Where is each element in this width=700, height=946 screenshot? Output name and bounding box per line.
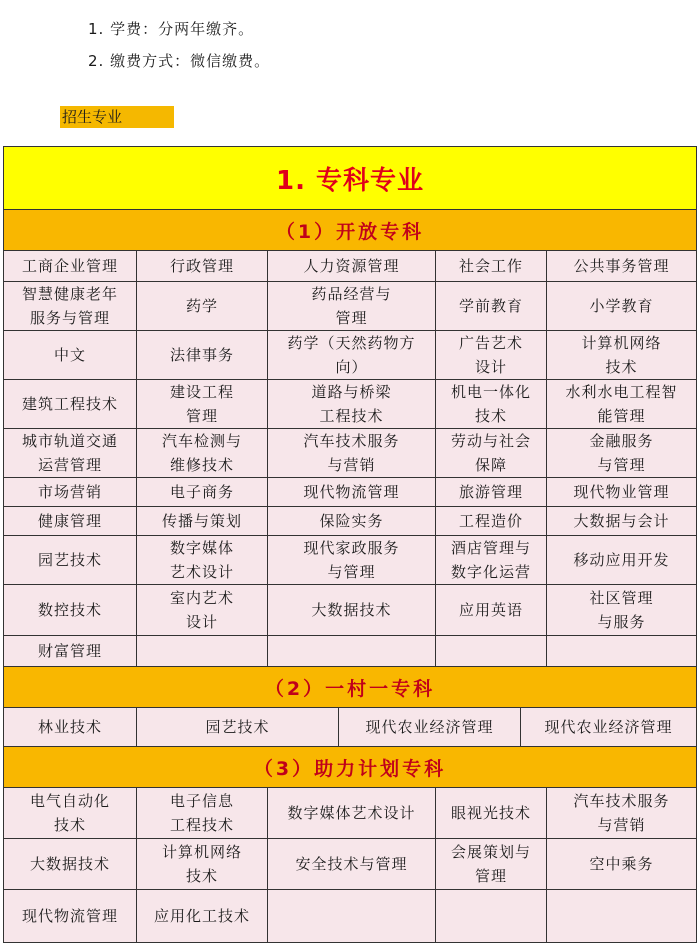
major-cell: 建设工程 管理 — [137, 380, 268, 428]
major-cell: 小学教育 — [589, 297, 654, 315]
major-cell: 药学 — [137, 282, 268, 330]
table-row — [4, 282, 696, 331]
major-cell: 园艺技术 — [4, 536, 137, 584]
major-cell: 现代物业管理 — [573, 483, 670, 501]
major-cell: 学前教育 — [436, 282, 547, 330]
major-cell: 财富管理 — [4, 636, 137, 666]
table-row — [4, 429, 696, 478]
major-cell: 行政管理 — [137, 251, 268, 281]
major-cell: 社区管理 与服务 — [589, 589, 654, 631]
major-cell: 大数据技术 — [4, 839, 137, 889]
major-cell: 广告艺术 设计 — [436, 331, 547, 379]
major-cell: 移动应用开发 — [573, 551, 670, 569]
major-cell — [268, 890, 436, 942]
major-cell: 计算机网络 技术 — [137, 839, 268, 889]
table-row — [4, 839, 696, 890]
major-cell: 现代物流管理 — [268, 478, 436, 506]
major-cell: 现代家政服务 与管理 — [268, 536, 436, 584]
major-cell: 道路与桥梁 工程技术 — [268, 380, 436, 428]
major-cell: 汽车检测与 维修技术 — [137, 429, 268, 477]
major-cell: 室内艺术 设计 — [137, 585, 268, 635]
major-cell: 旅游管理 — [436, 478, 547, 506]
major-cell: 会展策划与 管理 — [436, 839, 547, 889]
major-cell: 工商企业管理 — [4, 251, 137, 281]
major-cell: 酒店管理与 数字化运营 — [436, 536, 547, 584]
major-cell: 智慧健康老年 服务与管理 — [4, 282, 137, 330]
table-row — [4, 788, 696, 839]
major-cell: 社会工作 — [436, 251, 547, 281]
major-cell: 数控技术 — [4, 585, 137, 635]
major-cell: 数字媒体 艺术设计 — [137, 536, 268, 584]
table-row — [4, 890, 696, 942]
major-cell: 人力资源管理 — [268, 251, 436, 281]
major-cell: 机电一体化 技术 — [436, 380, 547, 428]
major-cell: 应用化工技术 — [137, 890, 268, 942]
table-title: 1. 专科专业 — [4, 147, 696, 210]
table-row — [4, 507, 696, 536]
table-row — [4, 380, 696, 429]
major-cell: 电子商务 — [137, 478, 268, 506]
major-cell — [137, 636, 268, 666]
major-cell: 空中乘务 — [589, 855, 654, 873]
major-cell: 园艺技术 — [137, 708, 339, 746]
table-row — [4, 708, 696, 747]
majors-table — [3, 146, 697, 943]
major-cell: 数字媒体艺术设计 — [268, 788, 436, 838]
major-cell: 电气自动化 技术 — [4, 788, 137, 838]
major-cell: 健康管理 — [4, 507, 137, 535]
major-cell: 大数据技术 — [268, 585, 436, 635]
major-cell: 应用英语 — [436, 585, 547, 635]
major-cell: 劳动与社会 保障 — [436, 429, 547, 477]
major-cell: 眼视光技术 — [436, 788, 547, 838]
major-cell: 汽车技术服务 与营销 — [268, 429, 436, 477]
major-cell: 汽车技术服务 与营销 — [573, 792, 670, 834]
table-row — [4, 536, 696, 585]
group-title-open: （1）开放专科 — [4, 210, 696, 251]
fee-note-2: 2. 缴费方式：微信缴费。 — [88, 52, 271, 70]
major-cell: 现代物流管理 — [4, 890, 137, 942]
major-cell — [268, 636, 436, 666]
major-cell: 现代农业经济管理 — [339, 708, 521, 746]
major-cell: 建筑工程技术 — [4, 380, 137, 428]
major-cell: 电子信息 工程技术 — [137, 788, 268, 838]
fee-note-1: 1. 学费：分两年缴齐。 — [88, 20, 255, 38]
table-row — [4, 478, 696, 507]
group-title-village: （2）一村一专科 — [4, 667, 696, 708]
major-cell: 药品经营与 管理 — [268, 282, 436, 330]
major-cell — [436, 890, 547, 942]
table-row — [4, 585, 696, 636]
major-cell: 市场营销 — [4, 478, 137, 506]
major-cell: 计算机网络 技术 — [581, 334, 662, 376]
table-row — [4, 331, 696, 380]
major-cell: 林业技术 — [4, 708, 137, 746]
major-cell: 药学（天然药物方 向） — [268, 331, 436, 379]
major-cell: 法律事务 — [137, 331, 268, 379]
group-title-assist: （3）助力计划专科 — [4, 747, 696, 788]
major-cell: 保险实务 — [268, 507, 436, 535]
major-cell: 工程造价 — [436, 507, 547, 535]
major-cell — [547, 636, 696, 666]
major-cell: 安全技术与管理 — [268, 839, 436, 889]
major-cell: 金融服务 与管理 — [589, 432, 654, 474]
section-heading: 招生专业 — [60, 106, 174, 128]
major-cell: 城市轨道交通 运营管理 — [4, 429, 137, 477]
major-cell — [436, 636, 547, 666]
table-row — [4, 636, 696, 667]
major-cell: 大数据与会计 — [573, 512, 670, 530]
major-cell: 现代农业经济管理 — [544, 718, 673, 736]
major-cell: 中文 — [4, 331, 137, 379]
major-cell: 传播与策划 — [137, 507, 268, 535]
major-cell: 水利水电工程智 能管理 — [565, 383, 678, 425]
major-cell: 公共事务管理 — [573, 257, 670, 275]
major-cell — [547, 890, 696, 942]
table-row — [4, 251, 696, 282]
